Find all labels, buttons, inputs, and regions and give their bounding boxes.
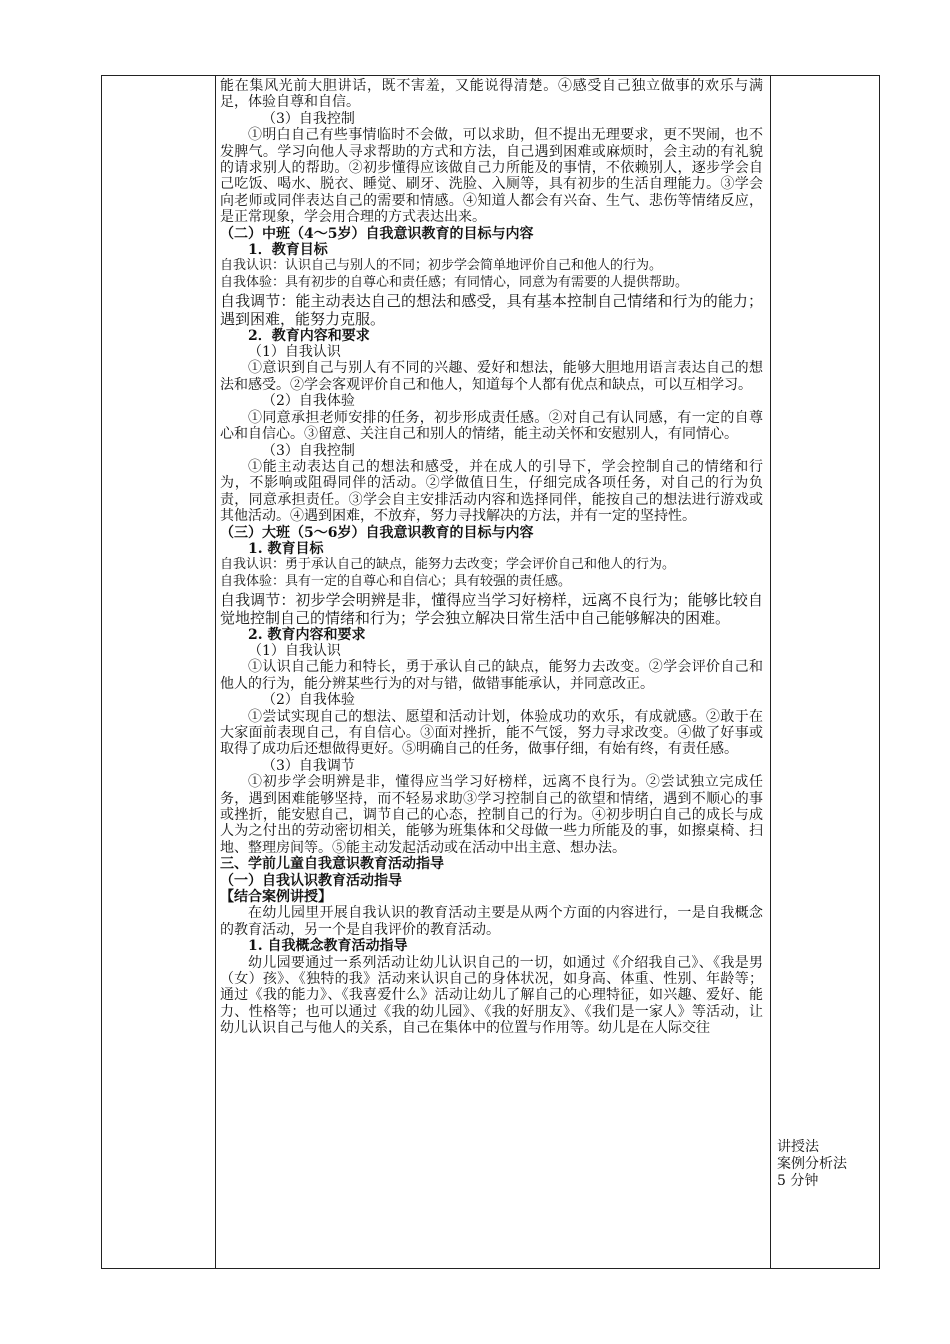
content-paragraph: （2）自我体验 [262, 393, 355, 410]
content-paragraph: ①能主动表达自己的想法和感受，并在成人的引导下，学会控制自己的情绪和行为，不影响或阻碍同伴的活动。②学做值日生，仔细完成各项任务，对自己的行为负责，同意承担责任。③学会自主安排活动内容和选择同伴，能按自己的想法进行游戏或其他活动。④遇到困难，不放弃，努力寻找解决的方法，并有一定的坚持性。 [220, 458, 763, 525]
method-case-analysis: 案例分析法 [777, 1156, 847, 1172]
content-paragraph: （3）自我控制 [262, 110, 355, 127]
content-paragraph: ①意识到自己与别人有不同的兴趣、爱好和想法，能够大胆地用语言表达自己的想法和感受。②学会客观评价自己和他人，知道每个人都有优点和缺点，可以互相学习。 [220, 360, 763, 393]
content-paragraph: 在幼儿园里开展自我认识的教育活动主要是从两个方面的内容进行，一是自我概念的教育活动，另一个是自我评价的教育活动。 [220, 905, 763, 938]
content-paragraph: 自我认识：认识自己与别人的不同；初步学会简单地评价自己和他人的行为。 [220, 258, 663, 274]
content-paragraph: （3）自我调节 [262, 757, 355, 774]
content-paragraph: ①同意承担老师安排的任务，初步形成责任感。②对自己有认同感，有一定的自尊心和自信心。③留意、关注自己和别人的情绪，能主动关怀和安慰别人，有同情心。 [220, 409, 763, 443]
content-paragraph: （3）自我控制 [262, 442, 355, 459]
method-duration: 5 分钟 [777, 1173, 819, 1189]
content-paragraph: 1．教育目标 [248, 242, 328, 259]
content-paragraph: （1）自我认识 [248, 642, 341, 659]
column-divider-left [215, 76, 216, 1268]
content-paragraph: 三、学前儿童自我意识教育活动指导 [220, 856, 444, 873]
content-paragraph: 幼儿园要通过一系列活动让幼儿认识自己的一切，如通过《介绍我自己》、《我是男（女）孩》、《独特的我》活动来认识自己的身体状况，如身高、体重、性别、年龄等；通过《我的能力》、《我喜爱什么》活动让幼儿了解自己的心理特征，如兴趣、爱好、能力、性格等；也可以通过《我的幼儿园》、《我的好朋友》、《我们是一家人》等活动，让幼儿认识自己与他人的关系，自己在集体中的位置与作用等。幼儿是在人际交往 [220, 954, 763, 1037]
column-divider-right [770, 76, 771, 1268]
content-paragraph: 能在集风光前大胆讲话，既不害羞，又能说得清楚。④感受自己独立做事的欢乐与满足，体验自尊和自信。 [220, 78, 763, 111]
content-paragraph: 2．教育内容和要求 [248, 327, 370, 344]
content-paragraph: 自我体验：具有初步的自尊心和责任感；有同情心，同意为有需要的人提供帮助。 [220, 275, 689, 291]
content-paragraph: 自我认识：勇于承认自己的缺点，能努力去改变；学会评价自己和他人的行为。 [220, 557, 676, 573]
teaching-method-cell [777, 1139, 877, 1190]
content-paragraph: ①初步学会明辨是非，懂得应当学习好榜样，远离不良行为。②尝试独立完成任务，遇到困难能够坚持，而不轻易求助③学习控制自己的欲望和情绪，遇到不顺心的事或挫折，能安慰自己，调节自己的心态，控制自己的行为。④初步明白自己的成长与成人为之付出的劳动密切相关，能够为班集体和父母做一些力所能及的事，如擦桌椅、扫地、整理房间等。⑤能主动发起活动或在活动中出主意、想办法。 [220, 774, 763, 856]
content-paragraph: ①明白自己有些事情临时不会做，可以求助，但不提出无理要求，更不哭闹，也不发脾气。学习向他人寻求帮助的方式和方法，自己遇到困难或麻烦时，会主动的有礼貌的请求别人的帮助。②初步懂得应该做自己力所能及的事情，不依赖别人，逐步学会自己吃饭、喝水、脱衣、睡觉、刷牙、洗脸、入厕等，具有初步的生活自理能力。③学会向老师或同伴表达自己的需要和情感。④知道人都会有兴奋、生气、悲伤等情绪反应，是正常现象，学会用合理的方式表达出来。 [220, 127, 763, 226]
content-paragraph: （2）自我体验 [262, 692, 355, 709]
lesson-content [220, 78, 763, 1037]
content-paragraph: 【结合案例讲授】 [220, 889, 332, 906]
content-paragraph: ①认识自己能力和特长，勇于承认自己的缺点，能努力去改变。②学会评价自己和他人的行为，能分辨某些行为的对与错，做错事能承认，并同意改正。 [220, 659, 763, 692]
content-paragraph: （二）中班（4～5岁）自我意识教育的目标与内容 [220, 225, 534, 242]
content-paragraph: 1. 自我概念教育活动指导 [248, 938, 408, 955]
content-paragraph: （1）自我认识 [248, 344, 341, 361]
content-paragraph: 自我体验：具有一定的自尊心和自信心；具有较强的责任感。 [220, 573, 572, 589]
method-lecture: 讲授法 [777, 1139, 819, 1155]
lesson-table [101, 75, 880, 1269]
content-paragraph: （一）自我认识教育活动指导 [220, 872, 402, 889]
content-paragraph: 1. 教育目标 [248, 540, 324, 557]
content-paragraph: 2. 教育内容和要求 [248, 626, 366, 643]
content-paragraph: 自我调节：初步学会明辨是非，懂得应当学习好榜样，远离不良行为；能够比较自觉地控制自己的情绪和行为；学会独立解决日常生活中自己能够解决的困难。 [220, 590, 763, 627]
content-paragraph: 自我调节：能主动表达自己的想法和感受，具有基本控制自己情绪和行为的能力；遇到困难，能努力克服。 [220, 291, 763, 328]
content-paragraph: （三）大班（5～6岁）自我意识教育的目标与内容 [220, 524, 534, 541]
content-paragraph: ①尝试实现自己的想法、愿望和活动计划，体验成功的欢乐，有成就感。②敢于在大家面前表现自己，有自信心。③面对挫折，能不气馁，努力寻求改变。④做了好事或取得了成功后还想做得更好。⑤明确自己的任务，做事仔细，有始有终，有责任感。 [220, 708, 763, 758]
